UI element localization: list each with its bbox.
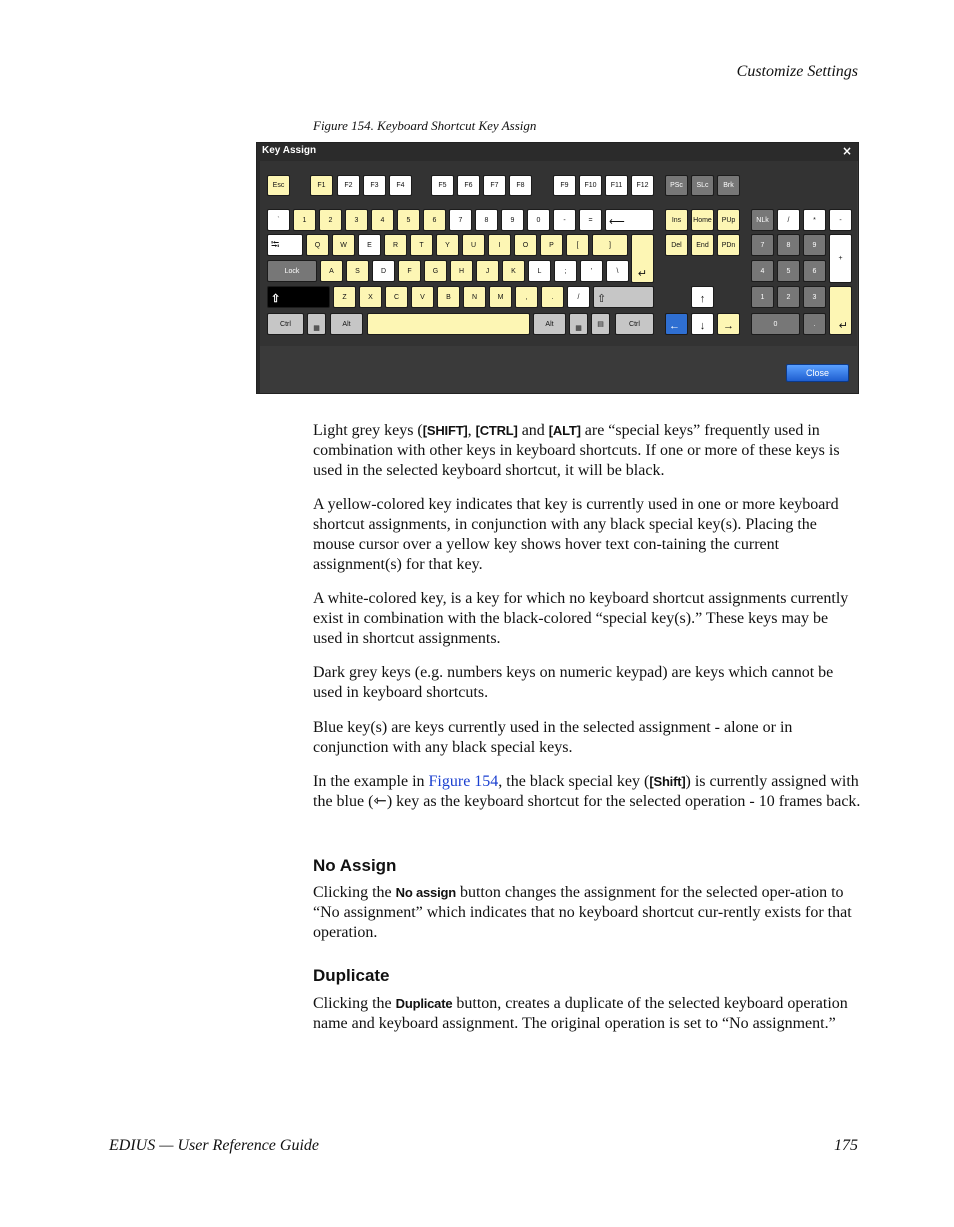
key-np-minus[interactable]: - <box>829 209 852 231</box>
key-m[interactable]: M <box>489 286 512 308</box>
figure-caption: Figure 154. Keyboard Shortcut Key Assign <box>313 118 537 133</box>
key-tab[interactable]: ⭾ <box>267 234 303 256</box>
key-f1[interactable]: F1 <box>310 175 333 196</box>
key-ctrl-right[interactable]: Ctrl <box>615 313 654 335</box>
key-num0[interactable]: 0 <box>527 209 550 231</box>
keyboard-panel <box>260 161 857 346</box>
key-space[interactable] <box>367 313 530 335</box>
key-num9[interactable]: 9 <box>501 209 524 231</box>
key-period[interactable]: . <box>541 286 564 308</box>
key-comma[interactable]: , <box>515 286 538 308</box>
key-rbracket[interactable]: ] <box>592 234 628 256</box>
key-del[interactable]: Del <box>665 234 688 256</box>
key-alt-right[interactable]: Alt <box>533 313 566 335</box>
key-u[interactable]: U <box>462 234 485 256</box>
paragraph-duplicate: Clicking the Duplicate button, creates a duplicate of the selected keyboard operation name and keyboard assignment. The original operation is set to “No assignment.” <box>313 995 848 1032</box>
shift-key-label: [Shift] <box>649 774 686 789</box>
key-f12[interactable]: F12 <box>631 175 654 196</box>
key-np4[interactable]: 4 <box>751 260 774 282</box>
paragraph-light-grey-keys: Light grey keys ([SHIFT], [CTRL] and [ALT] are “special keys” frequently used in combination with other keys in keyboard shortcuts. If one or more of these keys is used in the selected keyboard shortcut, it will be black. <box>313 422 840 479</box>
key-f6[interactable]: F6 <box>457 175 480 196</box>
key-pgdn[interactable]: PDn <box>717 234 740 256</box>
key-f3[interactable]: F3 <box>363 175 386 196</box>
key-r[interactable]: R <box>384 234 407 256</box>
ctrl-key-label: [CTRL] <box>475 423 518 438</box>
key-f9[interactable]: F9 <box>553 175 576 196</box>
footer-title: EDIUS — User Reference Guide <box>109 1137 320 1154</box>
running-head: Customize Settings <box>736 63 858 80</box>
key-np-dot[interactable]: . <box>803 313 826 335</box>
key-f8[interactable]: F8 <box>509 175 532 196</box>
heading-no-assign: No Assign <box>313 856 397 875</box>
key-slc[interactable]: SLc <box>691 175 714 196</box>
paragraph-yellow-keys: A yellow-colored key indicates that key is currently used in one or more keyboard shortcut assignments, in conjunction with any black special key(s). Placing the mouse cursor over a yellow key shows hover text con-taining the current assignment(s) for that key. <box>313 496 839 573</box>
key-num2[interactable]: 2 <box>319 209 342 231</box>
key-backspace[interactable]: ⟵ <box>605 209 654 231</box>
figure-154-link[interactable]: Figure 154 <box>428 773 499 790</box>
key-ins[interactable]: Ins <box>665 209 688 231</box>
paragraph-dark-grey-keys: Dark grey keys (e.g. numbers keys on numeric keypad) are keys which cannot be used in keyboard shortcuts. <box>313 664 834 701</box>
key-numlk[interactable]: NLk <box>751 209 774 231</box>
key-f11[interactable]: F11 <box>605 175 628 196</box>
key-assign-dialog <box>256 142 859 394</box>
key-num1[interactable]: 1 <box>293 209 316 231</box>
key-np-star[interactable]: * <box>803 209 826 231</box>
key-np5[interactable]: 5 <box>777 260 800 282</box>
alt-key-label: [ALT] <box>548 423 581 438</box>
key-arrow-right[interactable]: → <box>717 313 740 335</box>
key-np2[interactable]: 2 <box>777 286 800 308</box>
shift-key-label: [SHIFT] <box>422 423 468 438</box>
key-np7[interactable]: 7 <box>751 234 774 256</box>
key-arrow-down[interactable]: ↓ <box>691 313 714 335</box>
key-backtick[interactable]: ` <box>267 209 290 231</box>
key-quote[interactable]: ' <box>580 260 603 282</box>
dialog-title: Key Assign <box>262 145 317 156</box>
key-i[interactable]: I <box>488 234 511 256</box>
key-end[interactable]: End <box>691 234 714 256</box>
key-n[interactable]: N <box>463 286 486 308</box>
heading-duplicate: Duplicate <box>313 966 390 985</box>
key-np9[interactable]: 9 <box>803 234 826 256</box>
dialog-title-bar <box>257 143 858 161</box>
key-e[interactable]: E <box>358 234 381 256</box>
key-f2[interactable]: F2 <box>337 175 360 196</box>
key-j[interactable]: J <box>476 260 499 282</box>
key-np8[interactable]: 8 <box>777 234 800 256</box>
key-backslash[interactable]: \ <box>606 260 629 282</box>
key-ctrl-left[interactable]: Ctrl <box>267 313 304 335</box>
key-pgup[interactable]: PUp <box>717 209 740 231</box>
key-gk[interactable]: G <box>424 260 447 282</box>
key-f10[interactable]: F10 <box>579 175 602 196</box>
key-alt-left[interactable]: Alt <box>330 313 363 335</box>
key-z[interactable]: Z <box>333 286 356 308</box>
key-num3[interactable]: 3 <box>345 209 368 231</box>
key-win-left[interactable]: ▦ <box>307 313 326 335</box>
key-menu[interactable]: ▤ <box>591 313 610 335</box>
key-np-enter[interactable]: ↵ <box>829 286 852 335</box>
key-bk[interactable]: B <box>437 286 460 308</box>
key-brk[interactable]: Brk <box>717 175 740 196</box>
close-button[interactable]: Close <box>786 364 849 382</box>
key-f4[interactable]: F4 <box>389 175 412 196</box>
key-s[interactable]: S <box>346 260 369 282</box>
key-q[interactable]: Q <box>306 234 329 256</box>
key-home[interactable]: Home <box>691 209 714 231</box>
key-num6[interactable]: 6 <box>423 209 446 231</box>
key-arrow-up[interactable]: ↑ <box>691 286 714 308</box>
key-num5[interactable]: 5 <box>397 209 420 231</box>
key-yk[interactable]: Y <box>436 234 459 256</box>
key-enter[interactable]: ↵ <box>631 234 654 283</box>
paragraph-no-assign: Clicking the No assign button changes the assignment for the selected oper-ation to “No assignment” which indicates that no keyboard shortcut cur-rently exists for that operation. <box>313 884 852 941</box>
key-semicolon[interactable]: ; <box>554 260 577 282</box>
key-win-right[interactable]: ▦ <box>569 313 588 335</box>
paragraph-blue-keys: Blue key(s) are keys currently used in the selected assignment - alone or in conjunction with any black special keys. <box>313 719 793 756</box>
close-x-icon[interactable]: × <box>841 144 852 158</box>
key-num8[interactable]: 8 <box>475 209 498 231</box>
key-np1[interactable]: 1 <box>751 286 774 308</box>
key-num4[interactable]: 4 <box>371 209 394 231</box>
key-np-slash[interactable]: / <box>777 209 800 231</box>
key-shift-left[interactable]: ⇧ <box>267 286 330 308</box>
key-np3[interactable]: 3 <box>803 286 826 308</box>
key-minus[interactable]: - <box>553 209 576 231</box>
key-ck[interactable]: C <box>385 286 408 308</box>
key-f5[interactable]: F5 <box>431 175 454 196</box>
no-assign-button-label: No assign <box>395 885 456 900</box>
key-f7[interactable]: F7 <box>483 175 506 196</box>
key-equals[interactable]: = <box>579 209 602 231</box>
key-v[interactable]: V <box>411 286 434 308</box>
key-arrow-left[interactable]: ← <box>665 313 688 335</box>
key-kk[interactable]: K <box>502 260 525 282</box>
key-capslock[interactable]: Lock <box>267 260 317 282</box>
key-dk[interactable]: D <box>372 260 395 282</box>
key-w[interactable]: W <box>332 234 355 256</box>
key-np-plus[interactable]: + <box>829 234 852 283</box>
key-esc[interactable]: Esc <box>267 175 290 196</box>
key-num7[interactable]: 7 <box>449 209 472 231</box>
key-shift-right[interactable]: ⇧ <box>593 286 654 308</box>
duplicate-button-label: Duplicate <box>395 996 453 1011</box>
key-slash[interactable]: / <box>567 286 590 308</box>
key-f[interactable]: F <box>398 260 421 282</box>
paragraph-white-keys: A white-colored key, is a key for which no keyboard shortcut assignments currently exist in combination with the black-colored “special key(s).” These keys may be used in shortcut assignments. <box>313 590 849 647</box>
key-t[interactable]: T <box>410 234 433 256</box>
paragraph-example: In the example in Figure 154, the black special key ([Shift]) is currently assigned with the blue (⇽) key as the keyboard shortcut for the selected operation - 10 frames back. <box>313 773 861 810</box>
key-psc[interactable]: PSc <box>665 175 688 196</box>
key-lbracket[interactable]: [ <box>566 234 589 256</box>
key-a[interactable]: A <box>320 260 343 282</box>
key-x[interactable]: X <box>359 286 382 308</box>
key-p[interactable]: P <box>540 234 563 256</box>
key-np6[interactable]: 6 <box>803 260 826 282</box>
key-h[interactable]: H <box>450 260 473 282</box>
key-np0[interactable]: 0 <box>751 313 800 335</box>
page-number: 175 <box>834 1137 858 1154</box>
key-o[interactable]: O <box>514 234 537 256</box>
key-l[interactable]: L <box>528 260 551 282</box>
